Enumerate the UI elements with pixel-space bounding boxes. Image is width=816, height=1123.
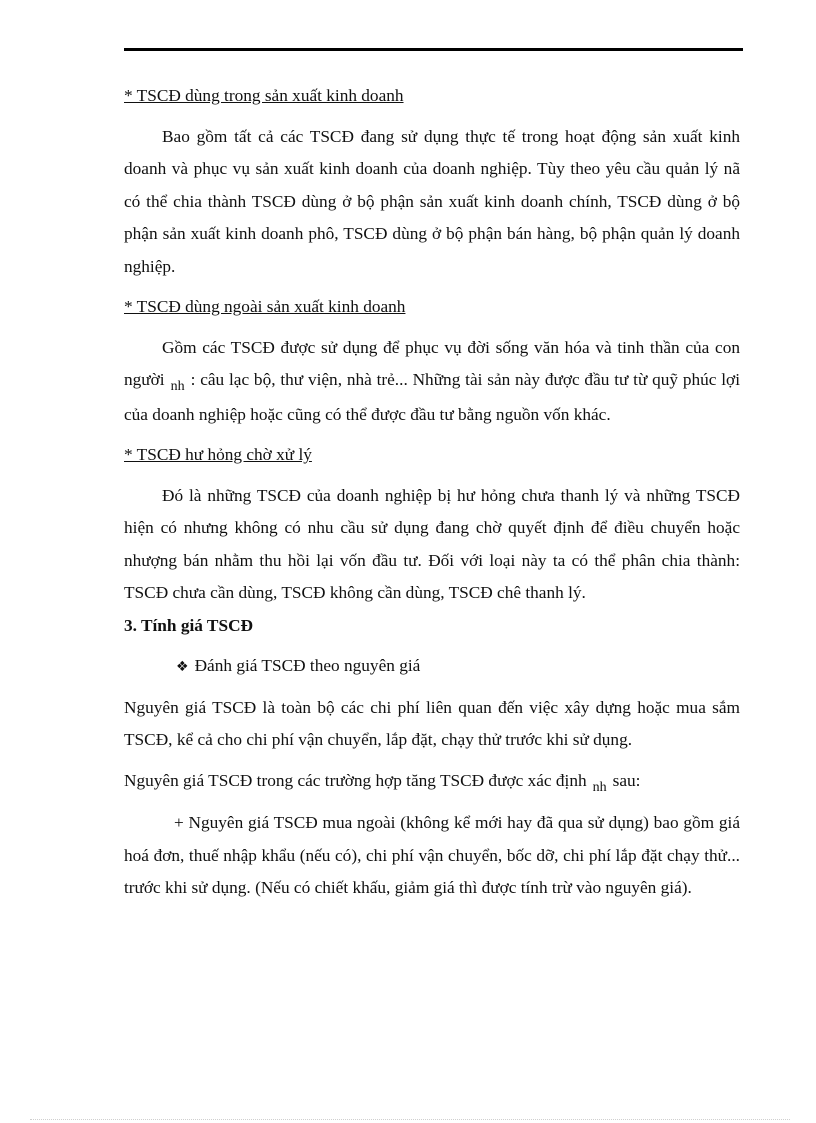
section-heading-damaged: * TSCĐ hư hỏng chờ xử lý (124, 445, 312, 464)
footer-dotted-line (30, 1119, 790, 1120)
section-heading-production: * TSCĐ dùng trong sản xuất kinh doanh (124, 86, 404, 105)
paragraph-text: Nguyên giá TSCĐ trong các trường hợp tăng TSCĐ được xác định (124, 770, 587, 790)
bullet-item (124, 650, 740, 684)
inline-nh-fragment: nh (592, 779, 607, 795)
bullet-text: Đánh giá TSCĐ theo nguyên giá (194, 656, 421, 675)
paragraph-text: Gồm các TSCĐ được sử dụng để phục vụ đời sống văn hóa và tinh thần của con người (124, 337, 740, 389)
paragraph-text: sau: (612, 770, 641, 790)
paragraph-text: : câu lạc bộ, thư viện, nhà trẻ... Những tài sản này được đầu tư từ quỹ phúc lợi của doanh nghiệp hoặc cũng có thể được đầu tư bằng nguồn vốn khác. (124, 370, 740, 424)
paragraph-production: Bao gồm tất cả các TSCĐ đang sử dụng thực tế trong hoạt động sản xuất kinh doanh và phục vụ sản xuất kinh doanh của doanh nghiệp. Tùy theo yêu cầu quản lý nã có thể chia thành TSCĐ dùng ở bộ phận sản xuất kinh doanh chính, TSCĐ dùng ở bộ phận sản xuất kinh doanh phô, TSCĐ dùng ở bộ phận bán hàng, bộ phận quản lý doanh nghiệp. (124, 126, 740, 276)
section-heading-non-production: * TSCĐ dùng ngoài sản xuất kinh doanh (124, 297, 406, 316)
document-body (124, 80, 740, 905)
paragraph-purchased-assets: + Nguyên giá TSCĐ mua ngoài (không kể mới hay đã qua sử dụng) bao gồm giá hoá đơn, thuế nhập khẩu (nếu có), chi phí vận chuyển, bốc dỡ, chi phí lắp đặt chạy thử... trước khi sử dụng. (Nếu có chiết khấu, giảm giá thì được tính trừ vào nguyên giá). (124, 813, 740, 897)
section-heading-valuation: 3. Tính giá TSCĐ (124, 615, 254, 635)
paragraph-cases (124, 765, 740, 800)
paragraph-damaged: Đó là những TSCĐ của doanh nghiệp bị hư hỏng chưa thanh lý và những TSCĐ hiện có nhưng không có nhu cầu sử dụng đang chờ quyết định để điều chuyển hoặc nhượng bán nhằm thu hồi lại vốn đầu tư. Đối với loại này ta có thể phân chia thành: TSCĐ chưa cần dùng, TSCĐ không cần dùng, TSCĐ chê thanh lý. (124, 485, 740, 602)
header-rule (124, 48, 743, 51)
paragraph-original-cost: Nguyên giá TSCĐ là toàn bộ các chi phí liên quan đến việc xây dựng hoặc mua sắm TSCĐ, kể cả cho chi phí vận chuyển, lắp đặt, chạy thử trước khi sử dụng. (124, 697, 740, 749)
diamond-bullet-icon: ❖ (176, 659, 189, 675)
inline-nh-fragment: nh (170, 379, 185, 394)
paragraph-non-production (124, 332, 740, 432)
